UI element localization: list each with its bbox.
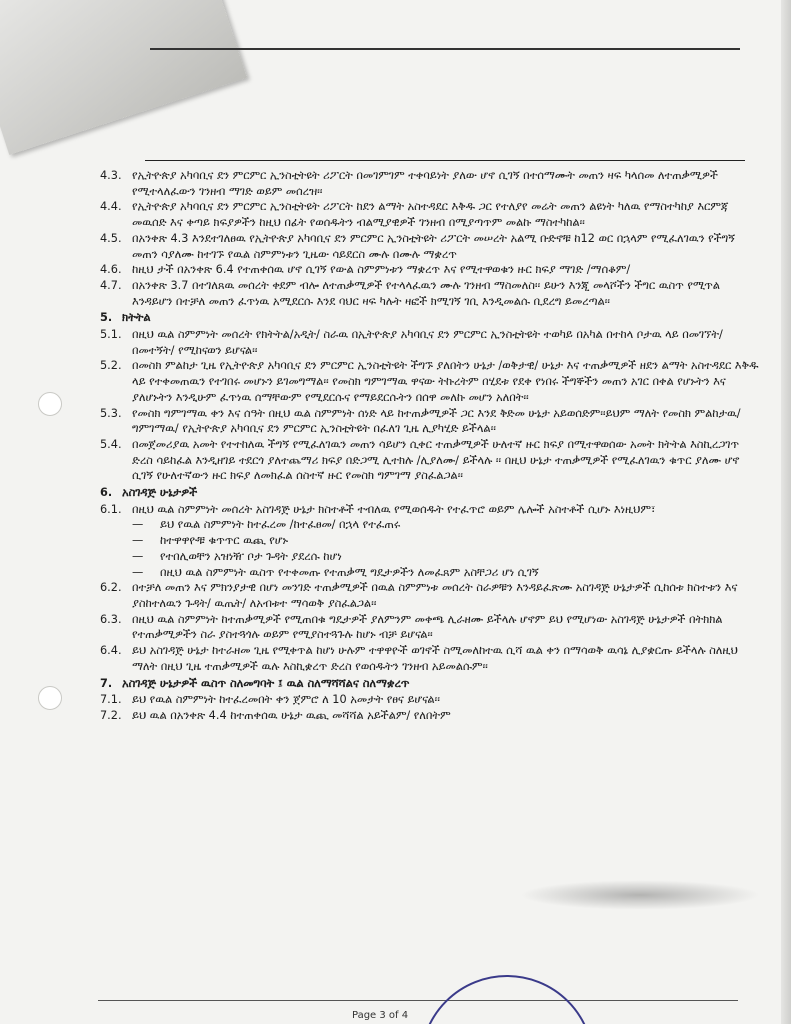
clause-text: በዚህ ዉል ስምምነት መሰረት የክትትል/አዲት/ ስራዉ በኢትዮጵያ አካባቢና ደን ምርምር ኢንስቲትዩት ተወካይ በአካል በተከላ ቦታዉ ላይ በመገኘት/ በመተኝት/ የሚከናወን ይሆናል፡፡ <box>132 328 723 357</box>
section-number: 7. <box>100 676 113 690</box>
list-item <box>100 533 760 549</box>
list-item-text: በዚህ ዉል ስምምነት ዉስጥ የተቀመጡ የተጠቃሚ ግዴታዎችን ለመፈጸም አስቸጋሪ ሆነ ሲገኝ <box>160 565 539 579</box>
top-rule <box>150 48 740 50</box>
list-item <box>100 517 760 533</box>
page-edge <box>781 0 791 1024</box>
section-heading <box>100 310 760 326</box>
clause-item <box>100 406 760 437</box>
clause-item <box>100 278 760 309</box>
clause-number: 6.3. <box>100 612 122 626</box>
clause-number: 5.1. <box>100 328 122 342</box>
official-stamp <box>420 975 594 1024</box>
clause-text: ይህ የዉል ስምምነት ከተፈረመበት ቀን ጀምሮ ለ 10 አመታት የፀና ይሆናል፡፡ <box>132 693 440 707</box>
footer-rule <box>98 1000 738 1001</box>
clause-text: በአንቀጽ 4.3 እንደተገለፀዉ የኢትዮጵያ አካባቢና ደን ምርምር ኢንስቲትዩት ሪፖርት መሠረት አልሚ ቡድኖቹ ከ12 ወር በኋላም የሚፈለገዉን የችግኝ መጠን ሳያለሙ ከተገኙ የዉል ስምምነቱን ጊዜው ሳይደርስ ሙሉ በሙሉ ማቋረጥ <box>132 231 735 261</box>
section-title: አስገዳጅ ሁኔታዎች <box>122 486 198 500</box>
clause-text: የኢትዮጵያ አካባቢና ደን ምርምር ኢንስቲትዩት ሪፖርት ከደን ልማት አስተዳደር እቅዱ ጋር የተለያየ መሬት መጠን ልዩነት ካለዉ የማስተካከያ እርምጃ መዉሰድ እና ቀጣይ ክፍያዎችን ከዚህ በፊት የወሰዱትን ብልሚያዊዎች ገንዘብ በሚያጣጥም መልኩ ማስተካከል፡፡ <box>132 200 729 230</box>
section-title: ክትትል <box>122 311 151 325</box>
clause-text: በዚህ ዉል ስምምነት ከተጠቃሚዎች የሚጠበቁ ግዴታዎች ያለምንም መቀጫ ሊራዘሙ ይችላሉ ሆኖም ይህ የሚሆነው አስገዳጅ ሁኔታዎች በትክክል የተጠቃሚዎችን ስራ ያስተጓጎሉ ወይም የሚያስተጓጉሉ ከሆኑ ብቻ ይሆናል፡፡ <box>132 612 723 642</box>
clause-item <box>100 502 760 518</box>
clause-item <box>100 327 760 358</box>
clause-number: 6.2. <box>100 581 122 595</box>
clause-text: የኢትዮጵያ አካባቢና ደን ምርምር ኢንስቲትዩት ሪፖርት በመገምገም ተቀባይነት ያለው ሆኖ ሲገኝ በተሰማሙት መጠን ዛፍ ካላሰመ ለተጠቃሚዎች የሚተላለፈውን ገንዘብ ማገድ ወይም መሰረዝ፡፡ <box>132 169 718 198</box>
folded-corner <box>0 0 247 155</box>
dash-marker: — <box>132 518 144 532</box>
list-item-text: ይህ የዉል ስምምነት ከተፈረመ /ከተፈፀመ/ በኋላ የተፈጠሩ <box>160 518 401 532</box>
clause-item <box>100 168 760 199</box>
clause-number: 5.3. <box>100 406 122 420</box>
clause-number: 4.3. <box>100 169 122 182</box>
clause-text: በተቻለ መጠን እና ምክንያታዊ በሆነ መንገድ ተጠቃሚዎች በዉል ስምምነቱ መሰረት ስራዎቹን እንዳይፈጽሙ አስገዳጅ ሁኔታዎች ሲከሰቱ ክስተቱን እና ያስከተለዉን ጉዳት/ ዉጤት/ ለአብቱተ ማሳወቅ ያስፈልጋል፡፡ <box>132 581 738 610</box>
clause-item <box>100 358 760 405</box>
dash-marker: — <box>132 534 144 548</box>
clause-item <box>100 231 760 262</box>
clause-item <box>100 437 760 484</box>
section-number: 6. <box>100 486 113 500</box>
clause-number: 4.4. <box>100 200 122 214</box>
punch-hole <box>38 686 62 710</box>
list-item <box>100 549 760 565</box>
clause-number: 4.6. <box>100 263 122 277</box>
clause-text: ይህ አስገዳጅ ሁኔታ ከተራዘመ ጊዜ የሚቀጥል ከሆነ ሁሉም ተዋዋዮች ወገኖች ስሚመለከተዉ ሲሻ ዉል ቀን በማሳወቅ ዉሳኔ ሊያቋርጡ ይችላሉ ስለዚህ ማለት በዚህ ጊዜ ተጠቃሚዎች ዉሉ እስኪቋረጥ ድረስ የወሰዱትን ገንዘብ አይመልሱም፡፡ <box>132 644 738 673</box>
clause-text: በአንቀጽ 3.7 በተገለጸዉ መሰረት ቀደም ብሎ ለተጠቃሚዎች የተላላፈዉን ሙሉ ገንዘብ ማስመለስ፡፡ ይሁን እንጂ መላሾችን ችግር ዉስጥ የሚጥል እንዳይሆን በተቻለ መጠን ፈጥነዉ አሚደርሱ እንደ ባህር ዛፍ ካሉት ዛፎች ክሚገኝ ገቢ እንዲመልሱ ቢደረግ ይመረጣል፡፡ <box>132 278 720 308</box>
clause-text: ይህ ዉል በአንቀጽ 4.4 ከተጠቀሰዉ ሁኔታ ዉጪ መሻሻል አይችልም/ የለበትም <box>132 708 451 722</box>
section-heading <box>100 485 760 501</box>
document-body <box>100 168 760 724</box>
clause-number: 5.2. <box>100 359 122 373</box>
clause-item <box>100 262 760 278</box>
clause-number: 6.1. <box>100 502 122 516</box>
list-item-text: የተበሊወቸን አዝነዥ ቦታ ጉዳት ያደረሱ ከሆነ <box>160 549 342 563</box>
smudge <box>520 880 760 910</box>
clause-item <box>100 580 760 611</box>
clause-item <box>100 692 760 708</box>
clause-number: 4.7. <box>100 278 122 292</box>
page-number: Page 3 of 4 <box>352 1010 409 1021</box>
clause-item <box>100 708 760 724</box>
clause-text: በመስክ ምልከታ ጊዜ የኢትዮጵያ አካባቢና ደን ምርምር ኢንስቲትዩት ችግኙ ያለበትን ሁኔታ /ወቅታዊ/ ሁኔታ እና ተጠቃሚዎች ዘደን ልማት አስተዳደር እቅዱ ላይ የተቀመጠዉን የተገበሩ መሆኑን ይገመግማል፡፡ የመስክ ግምገማዉ ዋናው ትኩረትም በሂደቱ የደቀ የነበሩ ችግኞችን መጠን አገር በቀል የሆኑትን እና ያለሆኑትን እንዲሁም ፈጥነዉ ሰማቸውም የሚደርሱና የማይደርሱትን በሰዋ መለኩ መሆን አለበት፡፡ <box>132 359 759 404</box>
clause-number: 6.4. <box>100 644 122 658</box>
clause-item <box>100 643 760 674</box>
clause-item <box>100 199 760 230</box>
clause-text: በመጀመሪያዉ አመት የተተከለዉ ችግኝ የሚፈለገዉን መጠን ሳይሆን ሲቀር ተጠቃሚዎች ሁለተኛ ዙር ክፍያ በሚተዋወሰው አመት ክትትል እስኪረጋገጥ ድረስ ሳይከፈል እንዲዘገይ ተደርጎ ያለተጨማሪ ክፍያ በድጋሚ ሊተክሉ /ሊያለሙ/ ይችላሉ ፡፡ በዚህ ሁኔታ ተጠቃሚዎች የሚፈለገዉን ቁጥር ያለሙ ሆኖ ሲገኝ የሁለተኛውን ዙር ክፍያ ለመክፈል ሰስተኛ ዙር የመስክ ግምገማ ያስፈልጋል፡፡ <box>132 437 740 483</box>
dash-marker: — <box>132 549 144 563</box>
clause-number: 4.5. <box>100 231 122 245</box>
punch-hole <box>38 392 62 416</box>
clause-item <box>100 612 760 643</box>
clause-text: ከዚህ ታች በአንቀጽ 6.4 የተጠቀሰዉ ሆኖ ሲገኝ የውል ስምምነቱን ማቋረጥ እና የሚተዋወቁን ዙር ክፍያ ማገድ /ማሰቆም/ <box>132 263 631 277</box>
section-number: 5. <box>100 311 113 325</box>
clause-text: በዚህ ዉል ስምምነት መሰረት አስገዳጅ ሁኔታ ክስተቶች ተብለዉ የሚወሰዱት የተፈጥሮ ወይም ሌሎች አስተቶች ሲሆኑ እነዚህም፣ <box>132 502 656 516</box>
list-item <box>100 565 760 581</box>
section-title: አስገዳጅ ሁኔታዎች ዉስጥ ስለመግባት ፤ ዉል ስለማሻሻልና ስለማቋረጥ <box>122 676 410 690</box>
clause-number: 7.2. <box>100 708 122 722</box>
clause-text: የመስክ ግምገማዉ ቀን እና ሰዓት በዚህ ዉል ስምምነት ሰነድ ላይ ከተጠቃሚዎች ጋር እንደ ቅድመ ሁኔታ አይወሰድም፡፡ይህም ማለት የመስክ ምልከታዉ/ ግምገማዉ/ የኢትዮጵያ አካባቢና ደን ምርምር ኢንስቲትዩት በፈለገ ጊዜ ሊያካሂድ ይችላል፡፡ <box>132 406 741 436</box>
dash-marker: — <box>132 565 144 579</box>
section-heading <box>100 676 760 692</box>
header-rule <box>145 160 745 161</box>
clause-number: 7.1. <box>100 693 122 707</box>
list-item-text: ከተዋዋዮቹ ቁጥጥር ዉጪ የሆኑ <box>160 534 288 548</box>
clause-number: 5.4. <box>100 437 122 451</box>
